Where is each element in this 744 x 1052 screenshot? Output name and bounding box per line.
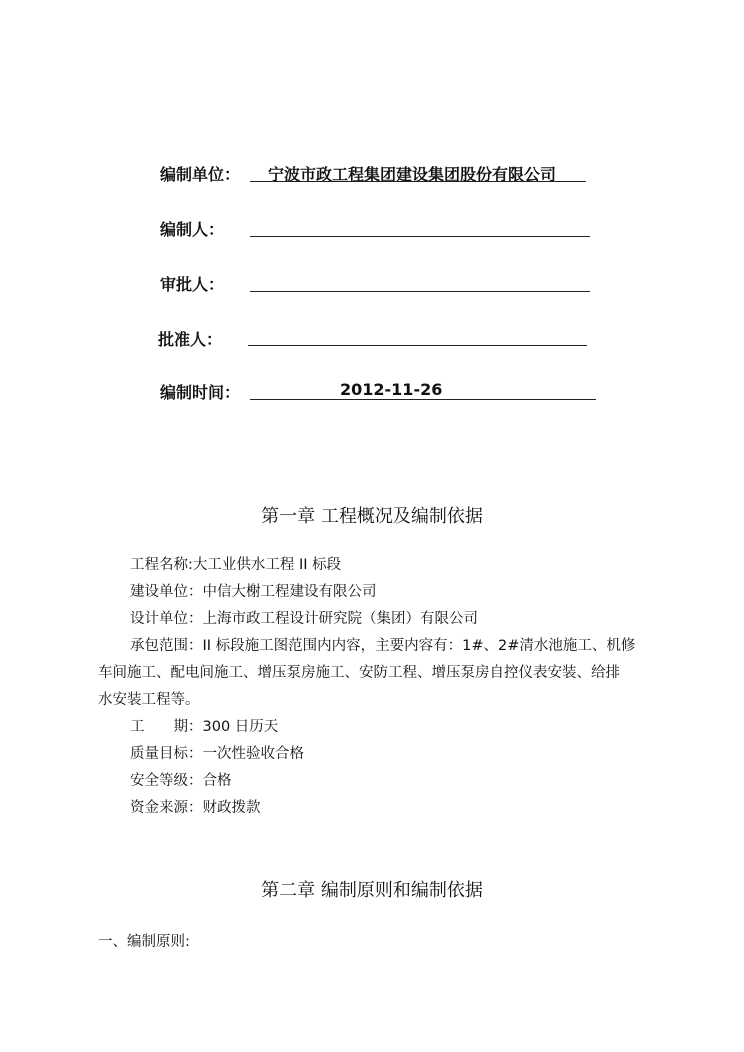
scope-line-1: 承包范围：II 标段施工图范围内内容，主要内容有：1#、2#清水池施工、机修 [130,638,636,654]
date-value: 2012-11-26 [340,380,443,399]
duration: 工 期：300 日历天 [130,719,279,735]
chapter1-title: 第一章 工程概况及编制依据 [261,506,483,527]
scope-line-2: 车间施工、配电间施工、增压泵房施工、安防工程、增压泵房自控仪表安装、给排 [98,665,620,681]
unit-label: 编制单位： [160,165,241,184]
design-unit: 设计单位：上海市政工程设计研究院（集团）有限公司 [130,611,478,627]
fund-source: 资金来源：财政拨款 [130,800,261,816]
editor-underline [250,236,590,237]
approver-label: 批准人： [158,330,223,349]
reviewer-label: 审批人： [160,275,225,294]
unit-value: 宁波市政工程集团建设集团股份有限公司 [268,165,557,184]
safety-level: 安全等级：合格 [130,773,232,789]
approver-underline [248,345,587,346]
chapter2-title: 第二章 编制原则和编制依据 [261,880,483,901]
date-label: 编制时间： [160,383,241,402]
editor-label: 编制人： [160,220,225,239]
reviewer-underline [250,291,590,292]
scope-line-3: 水安装工程等。 [98,692,200,708]
owner-unit: 建设单位：中信大榭工程建设有限公司 [130,584,377,600]
date-underline [250,399,596,400]
project-name: 工程名称:大工业供水工程 II 标段 [130,557,342,573]
unit-underline [250,181,586,182]
quality-target: 质量目标：一次性验收合格 [130,746,304,762]
section-heading: 一、编制原则: [98,934,190,950]
